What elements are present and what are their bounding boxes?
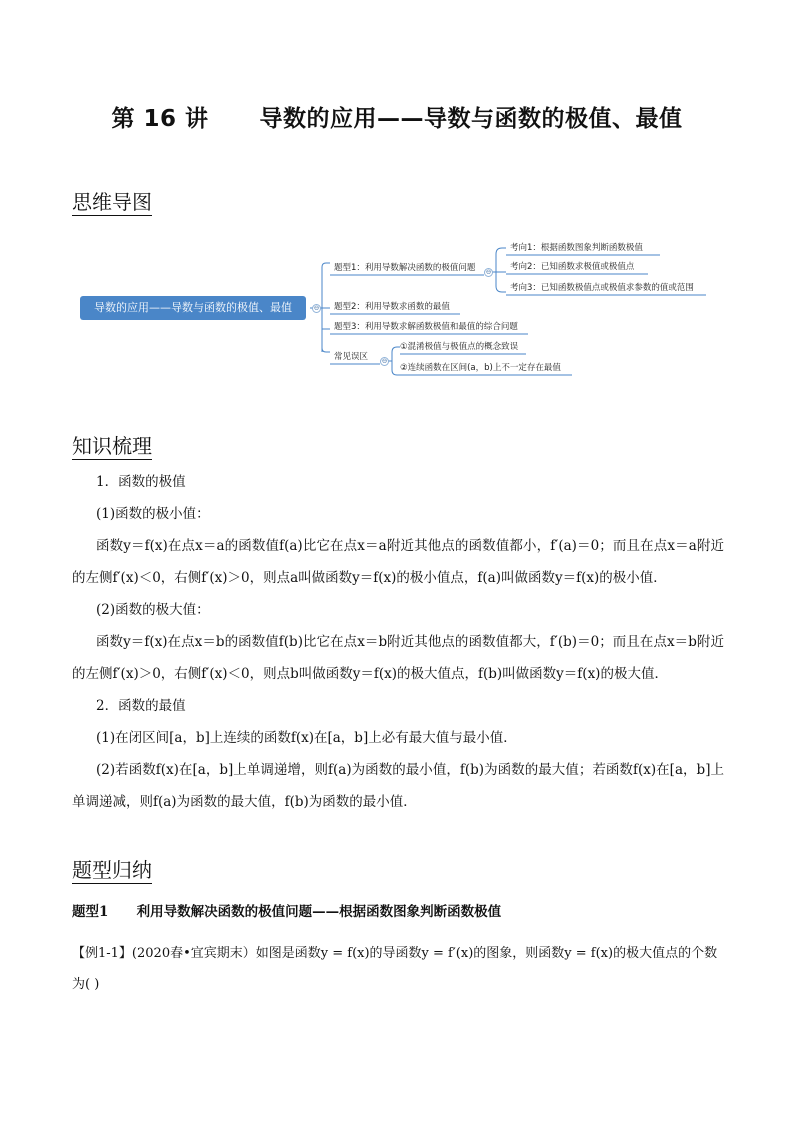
example-1-1: 【例1-1】(2020春•宜宾期末）如图是函数y = f(x)的导函数y = f′(x)的图象，则函数y = f(x)的极大值点的个数为( ): [72, 946, 718, 992]
mind-map-branch-4: 常见误区: [334, 352, 369, 362]
type-1-heading: 题型1 利用导数解决函数的极值问题——根据函数图象判断函数极值: [72, 904, 502, 920]
section-heading-types: 题型归纳: [72, 858, 152, 882]
mind-map-leaf-5: ②连续函数在区间(a，b)上不一定存在最值: [400, 363, 561, 373]
collapse-icon[interactable]: ⊖: [485, 268, 492, 276]
knowledge-body: [72, 466, 724, 818]
mind-map-leaf-4: ①混淆极值与极值点的概念致误: [400, 342, 519, 352]
mind-map: [0, 230, 794, 390]
knowledge-max-heading: (2)函数的极大值：: [96, 602, 210, 618]
mind-map-root: 导数的应用——导数与函数的极值、最值: [80, 296, 306, 320]
knowledge-min-body: 函数y＝f(x)在点x＝a的函数值f(a)比它在点x＝a附近其他点的函数值都小，f′(a)＝0；而且在点x＝a附近的左侧f′(x)＜0，右侧f′(x)＞0，则点a叫做函数y＝f(x)的极小值点，f(a)叫做函数y＝f(x)的极小值．: [72, 538, 724, 586]
mind-map-branch-3: 题型3：利用导数求解函数极值和最值的综合问题: [334, 322, 518, 332]
knowledge-heading-max-min: 2．函数的最值: [96, 698, 186, 714]
mind-map-branch-2: 题型2：利用导数求函数的最值: [334, 302, 450, 312]
page-title: 第 16 讲 导数的应用——导数与函数的极值、最值: [111, 106, 683, 132]
knowledge-paragraph-2: (2)若函数f(x)在[a，b]上单调递增，则f(a)为函数的最小值，f(b)为函数的最大值；若函数f(x)在[a，b]上单调递减，则f(a)为函数的最大值，f(b)为函数的最小值．: [72, 762, 724, 810]
mind-map-leaf-1: 考向1：根据函数图象判断函数极值: [510, 243, 643, 253]
knowledge-paragraph-1: (1)在闭区间[a，b]上连续的函数f(x)在[a，b]上必有最大值与最小值．: [96, 730, 517, 746]
section-heading-knowledge: 知识梳理: [72, 434, 152, 458]
mind-map-branch-1: 题型1：利用导数解决函数的极值问题: [334, 263, 476, 273]
knowledge-heading-extrema: 1．函数的极值: [96, 474, 186, 490]
knowledge-min-heading: (1)函数的极小值：: [96, 506, 210, 522]
mind-map-leaf-3: 考向3：已知函数极值点或极值求参数的值或范围: [510, 283, 694, 293]
mind-map-leaf-2: 考向2：已知函数求极值或极值点: [510, 262, 635, 272]
knowledge-max-body: 函数y＝f(x)在点x＝b的函数值f(b)比它在点x＝b附近其他点的函数值都大，f′(b)＝0；而且在点x＝b附近的左侧f′(x)＞0，右侧f′(x)＜0，则点b叫做函数y＝f(x)的极大值点，f(b)叫做函数y＝f(x)的极大值．: [72, 634, 724, 682]
collapse-icon[interactable]: ⊖: [313, 304, 320, 312]
section-heading-mindmap: 思维导图: [72, 190, 152, 214]
collapse-icon[interactable]: ⊖: [381, 357, 388, 365]
